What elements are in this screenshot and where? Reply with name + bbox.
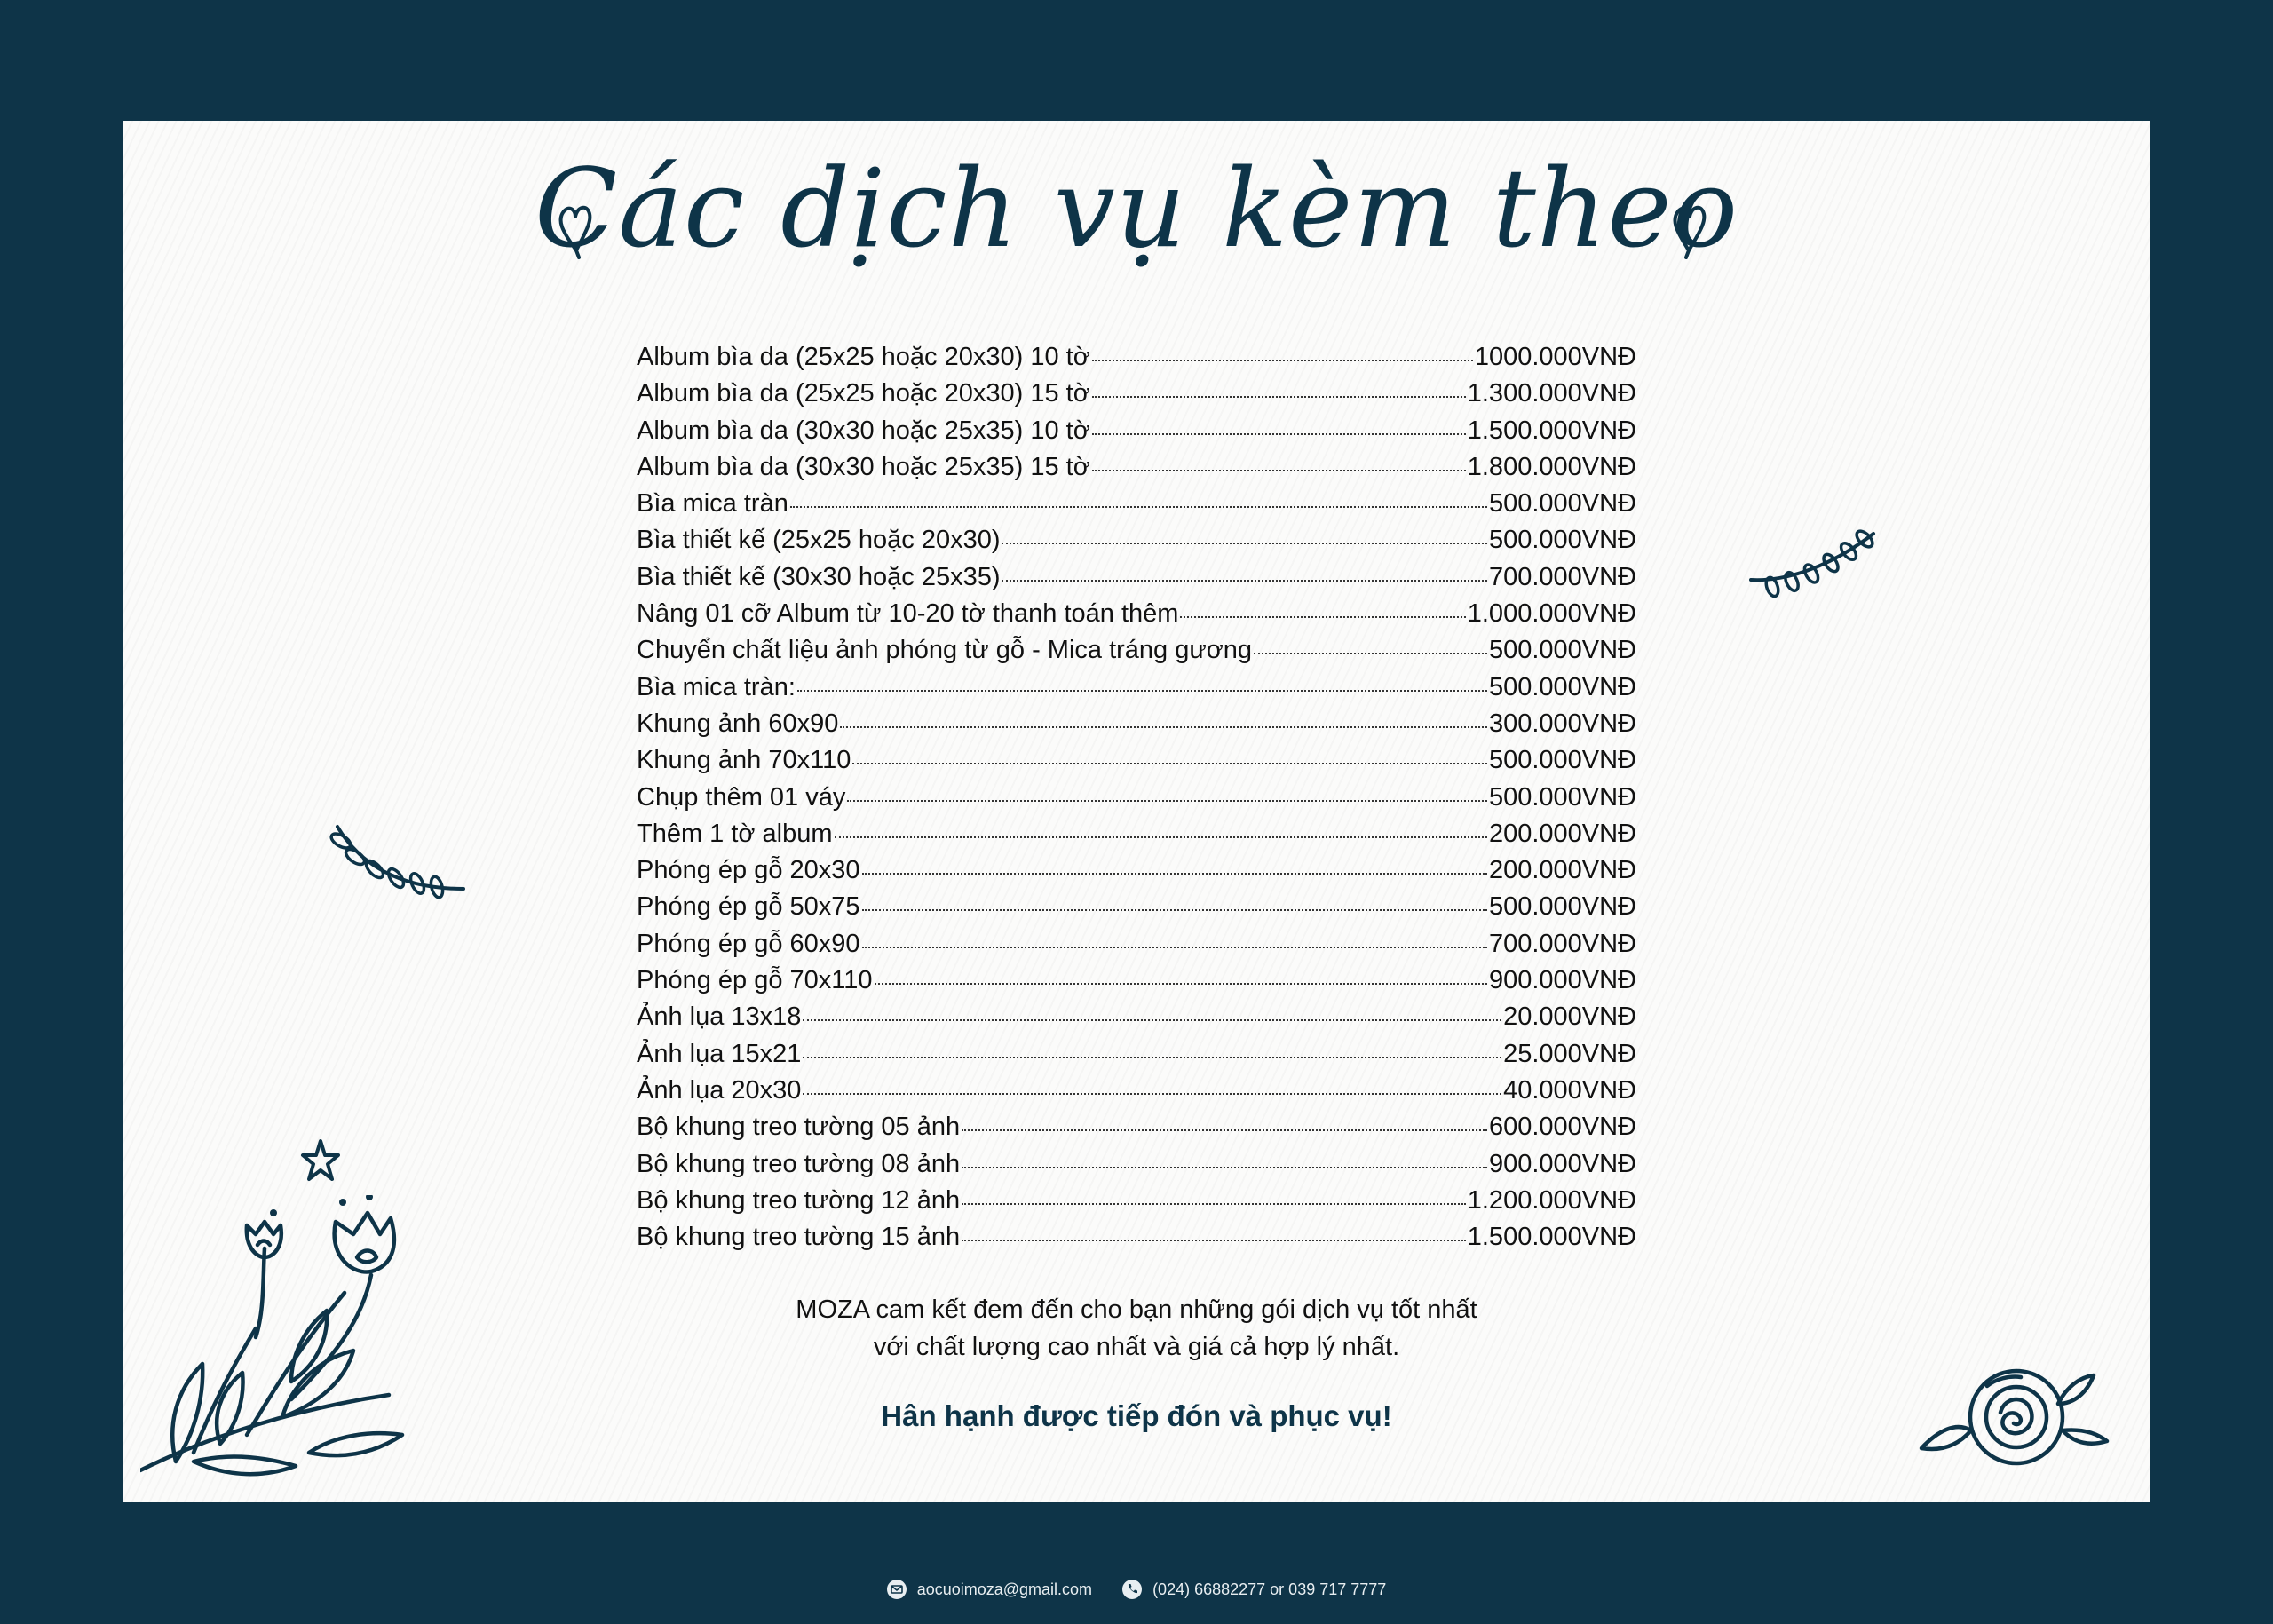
dot-leader xyxy=(1002,543,1486,544)
price-row xyxy=(637,673,1636,709)
service-price: 500.000VNĐ xyxy=(1488,636,1636,665)
service-price: 600.000VNĐ xyxy=(1488,1113,1636,1142)
price-row xyxy=(637,1113,1636,1149)
price-row xyxy=(637,636,1636,672)
price-card xyxy=(123,121,2150,1502)
price-row xyxy=(637,1150,1636,1186)
dot-leader xyxy=(790,506,1487,508)
price-row xyxy=(637,453,1636,489)
dot-leader xyxy=(962,1203,1466,1205)
service-name: Bộ khung treo tường 15 ảnh xyxy=(637,1223,961,1252)
service-name: Chuyển chất liệu ảnh phóng từ gỗ - Mica tráng gương xyxy=(637,636,1253,665)
dot-leader xyxy=(803,1019,1501,1021)
price-list xyxy=(637,343,1636,1259)
footer xyxy=(0,1573,2273,1605)
service-price: 20.000VNĐ xyxy=(1503,1002,1636,1032)
commitment-line-2: với chất lượng cao nhất và giá cả hợp lý nhất. xyxy=(873,1333,1400,1361)
service-price: 500.000VNĐ xyxy=(1488,782,1636,812)
service-price: 1.500.000VNĐ xyxy=(1467,416,1636,445)
service-name: Bìa thiết kế (30x30 hoặc 25x35) xyxy=(637,562,1001,591)
dot-leader xyxy=(847,800,1487,802)
price-row xyxy=(637,1186,1636,1223)
tulip-flowers-icon xyxy=(140,1195,460,1479)
price-row xyxy=(637,856,1636,892)
dot-leader xyxy=(1092,396,1466,398)
service-name: Phóng ép gỗ 60x90 xyxy=(637,929,860,958)
service-name: Thêm 1 tờ album xyxy=(637,819,833,848)
price-row xyxy=(637,343,1636,379)
phone-icon xyxy=(1122,1580,1142,1599)
service-name: Bìa mica tràn xyxy=(637,489,788,519)
price-row xyxy=(637,783,1636,820)
service-name: Album bìa da (30x30 hoặc 25x35) 15 tờ xyxy=(637,452,1090,481)
service-name: Nâng 01 cỡ Album từ 10-20 tờ thanh toán thêm xyxy=(637,599,1179,629)
service-price: 900.000VNĐ xyxy=(1488,966,1636,995)
service-name: Phóng ép gỗ 50x75 xyxy=(637,892,860,922)
dot-leader xyxy=(962,1167,1487,1168)
dot-leader xyxy=(1002,580,1486,582)
service-price: 300.000VNĐ xyxy=(1488,709,1636,738)
dot-leader xyxy=(803,1057,1501,1058)
price-row xyxy=(637,1076,1636,1113)
service-price: 500.000VNĐ xyxy=(1488,526,1636,555)
price-row xyxy=(637,820,1636,856)
service-price: 1.800.000VNĐ xyxy=(1467,452,1636,481)
price-row xyxy=(637,416,1636,453)
dot-leader xyxy=(962,1129,1487,1131)
service-price: 1.200.000VNĐ xyxy=(1467,1185,1636,1215)
service-name: Phóng ép gỗ 20x30 xyxy=(637,856,860,885)
leaf-branch-icon-right xyxy=(1747,525,1881,605)
service-price: 1.300.000VNĐ xyxy=(1467,379,1636,408)
service-price: 700.000VNĐ xyxy=(1488,929,1636,958)
service-name: Album bìa da (25x25 hoặc 20x30) 10 tờ xyxy=(637,343,1090,371)
price-row xyxy=(637,599,1636,636)
service-name: Khung ảnh 70x110 xyxy=(637,746,851,775)
price-row xyxy=(637,1002,1636,1039)
welcome-message: Hân hạnh được tiếp đón và phục vụ! xyxy=(881,1399,1392,1432)
footer-email[interactable] xyxy=(887,1580,1092,1599)
service-name: Bộ khung treo tường 05 ảnh xyxy=(637,1113,961,1142)
price-row xyxy=(637,892,1636,929)
price-row xyxy=(637,489,1636,526)
page-title: Các dịch vụ kèm theo xyxy=(534,146,1739,272)
price-row xyxy=(637,1223,1636,1259)
service-name: Chụp thêm 01 váy xyxy=(637,782,846,812)
dot-leader xyxy=(1092,360,1473,361)
service-name: Ảnh lụa 20x30 xyxy=(637,1075,802,1105)
service-price: 25.000VNĐ xyxy=(1503,1039,1636,1068)
dot-leader xyxy=(1092,433,1466,435)
email-icon xyxy=(887,1580,907,1599)
service-price: 40.000VNĐ xyxy=(1503,1075,1636,1105)
service-name: Ảnh lụa 15x21 xyxy=(637,1039,802,1068)
service-price: 1000.000VNĐ xyxy=(1474,343,1636,371)
service-price: 500.000VNĐ xyxy=(1488,672,1636,701)
service-name: Bìa mica tràn: xyxy=(637,672,796,701)
rose-icon xyxy=(1916,1359,2111,1475)
dot-leader xyxy=(862,873,1487,875)
dot-leader xyxy=(875,983,1487,985)
dot-leader xyxy=(1180,616,1465,618)
dot-leader xyxy=(835,836,1487,838)
service-name: Khung ảnh 60x90 xyxy=(637,709,839,738)
service-price: 500.000VNĐ xyxy=(1488,892,1636,922)
service-price: 900.000VNĐ xyxy=(1488,1149,1636,1178)
service-price: 200.000VNĐ xyxy=(1488,856,1636,885)
service-name: Phóng ép gỗ 70x110 xyxy=(637,966,873,995)
dot-leader xyxy=(1092,470,1466,471)
phone-number: (024) 66882277 or 039 717 7777 xyxy=(1152,1580,1387,1598)
dot-leader xyxy=(962,1240,1466,1241)
service-price: 1.500.000VNĐ xyxy=(1467,1223,1636,1252)
footer-phone[interactable] xyxy=(1122,1580,1386,1599)
dot-leader xyxy=(862,909,1487,911)
email-address: aocuoimoza@gmail.com xyxy=(916,1580,1093,1598)
service-name: Ảnh lụa 13x18 xyxy=(637,1002,802,1032)
price-row xyxy=(637,966,1636,1002)
dot-leader xyxy=(852,763,1487,764)
service-price: 500.000VNĐ xyxy=(1488,489,1636,519)
service-price: 700.000VNĐ xyxy=(1488,562,1636,591)
dot-leader xyxy=(803,1093,1501,1095)
price-row xyxy=(637,379,1636,416)
service-name: Bìa thiết kế (25x25 hoặc 20x30) xyxy=(637,526,1001,555)
service-name: Bộ khung treo tường 12 ảnh xyxy=(637,1185,961,1215)
dot-leader xyxy=(1254,653,1487,654)
price-row xyxy=(637,526,1636,562)
service-name: Album bìa da (25x25 hoặc 20x30) 15 tờ xyxy=(637,379,1090,408)
dot-leader xyxy=(840,726,1487,728)
price-row xyxy=(637,930,1636,966)
dot-leader xyxy=(797,690,1487,692)
star-icon xyxy=(300,1137,341,1184)
price-row xyxy=(637,563,1636,599)
commitment-line-1: MOZA cam kết đem đến cho bạn những gói dịch vụ tốt nhất xyxy=(796,1295,1477,1324)
dot-leader xyxy=(862,947,1487,948)
service-price: 500.000VNĐ xyxy=(1488,746,1636,775)
price-row xyxy=(637,709,1636,746)
service-price: 200.000VNĐ xyxy=(1488,819,1636,848)
leaf-branch-icon-left xyxy=(329,818,471,907)
service-name: Bộ khung treo tường 08 ảnh xyxy=(637,1149,961,1178)
price-row xyxy=(637,746,1636,782)
price-row xyxy=(637,1040,1636,1076)
service-name: Album bìa da (30x30 hoặc 25x35) 10 tờ xyxy=(637,416,1090,445)
service-price: 1.000.000VNĐ xyxy=(1467,599,1636,629)
